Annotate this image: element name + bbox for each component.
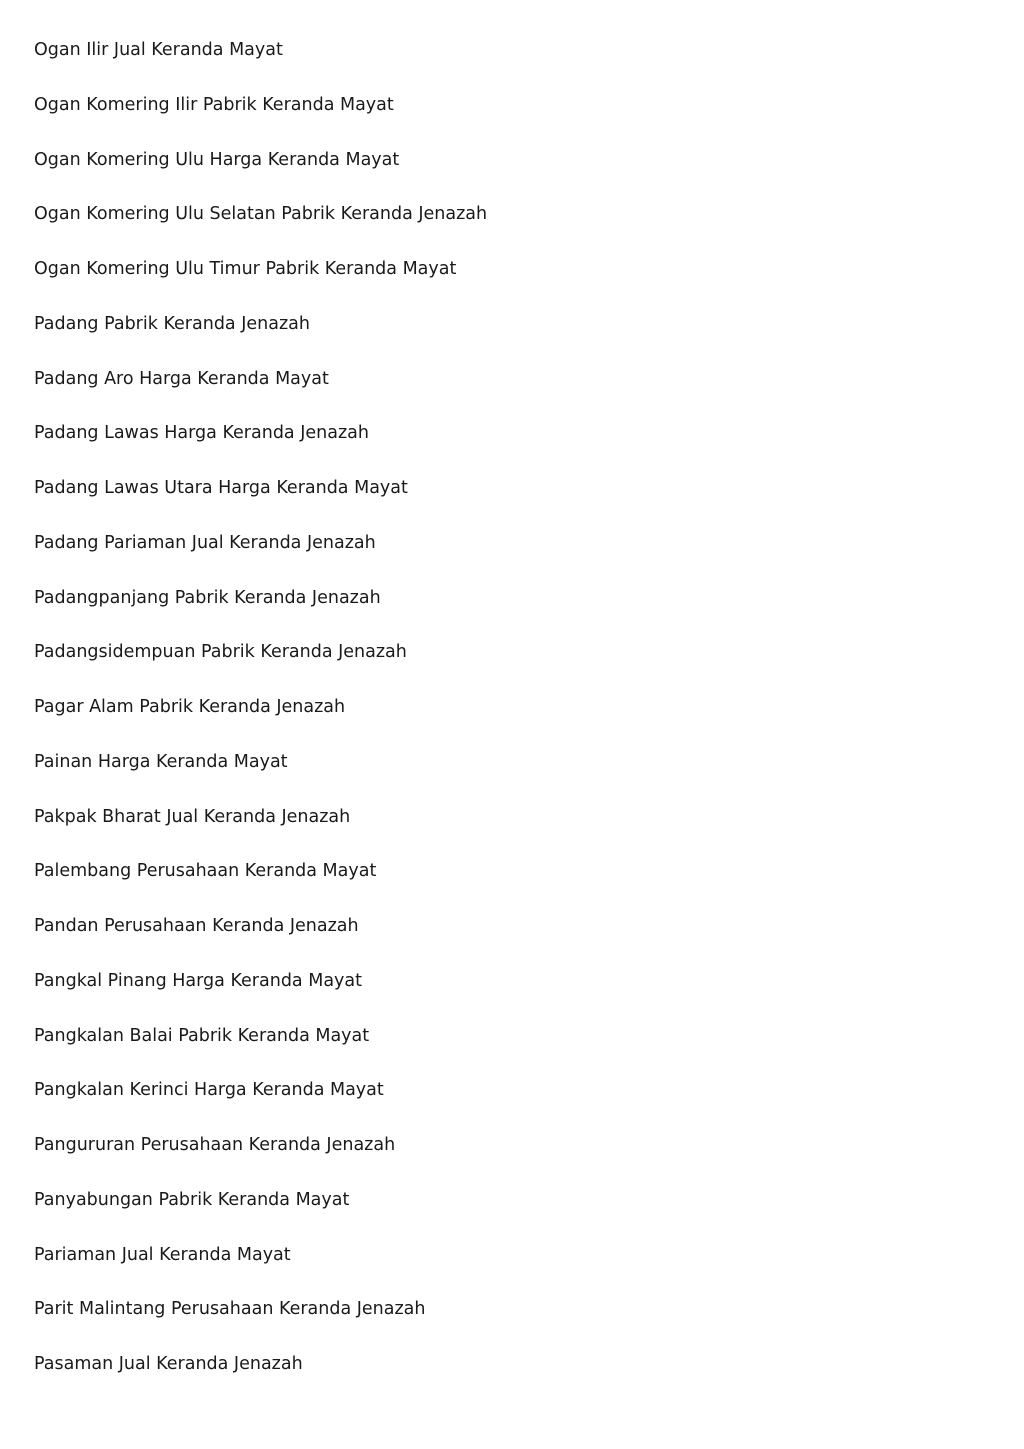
list-link[interactable]: Parit Malintang Perusahaan Keranda Jenazah bbox=[34, 1299, 426, 1320]
list-item bbox=[34, 639, 1024, 694]
list-link[interactable]: Ogan Ilir Jual Keranda Mayat bbox=[34, 40, 283, 60]
list-item bbox=[34, 749, 1024, 804]
list-item bbox=[34, 694, 1024, 749]
list-item bbox=[34, 968, 1024, 1023]
list-item bbox=[34, 1023, 1024, 1078]
list-item bbox=[34, 147, 1024, 202]
list-link[interactable]: Palembang Perusahaan Keranda Mayat bbox=[34, 861, 377, 882]
list-item bbox=[34, 804, 1024, 859]
list-link[interactable]: Ogan Komering Ulu Timur Pabrik Keranda Mayat bbox=[34, 259, 457, 279]
list-item bbox=[34, 366, 1024, 421]
list-item bbox=[34, 1132, 1024, 1187]
list-item bbox=[34, 530, 1024, 585]
list-link[interactable]: Ogan Komering Ilir Pabrik Keranda Mayat bbox=[34, 94, 394, 115]
list-item bbox=[34, 1077, 1024, 1132]
list-link[interactable]: Pangururan Perusahaan Keranda Jenazah bbox=[34, 1135, 396, 1155]
list-link[interactable]: Padang Aro Harga Keranda Mayat bbox=[34, 368, 329, 389]
list-item bbox=[34, 420, 1024, 475]
list-item bbox=[34, 858, 1024, 913]
list-link[interactable]: Padang Pabrik Keranda Jenazah bbox=[34, 313, 310, 334]
list-link[interactable]: Pariaman Jual Keranda Mayat bbox=[34, 1244, 291, 1265]
list-link[interactable]: Padangpanjang Pabrik Keranda Jenazah bbox=[34, 587, 381, 608]
list-item bbox=[34, 201, 1024, 256]
list-link[interactable]: Padang Pariaman Jual Keranda Jenazah bbox=[34, 532, 376, 553]
list-item bbox=[34, 475, 1024, 530]
list-item bbox=[34, 585, 1024, 640]
list-link[interactable]: Pakpak Bharat Jual Keranda Jenazah bbox=[34, 806, 351, 827]
list-item bbox=[34, 37, 1024, 92]
list-link[interactable]: Pangkal Pinang Harga Keranda Mayat bbox=[34, 970, 362, 991]
list-link[interactable]: Ogan Komering Ulu Selatan Pabrik Keranda Jenazah bbox=[34, 204, 488, 225]
list-link[interactable]: Pasaman Jual Keranda Jenazah bbox=[34, 1354, 303, 1374]
list-item bbox=[34, 92, 1024, 147]
list-link[interactable]: Pandan Perusahaan Keranda Jenazah bbox=[34, 916, 359, 936]
list-item bbox=[34, 1187, 1024, 1242]
link-list bbox=[34, 37, 1024, 1406]
list-item bbox=[34, 1351, 1024, 1406]
list-link[interactable]: Painan Harga Keranda Mayat bbox=[34, 751, 288, 772]
list-link[interactable]: Padangsidempuan Pabrik Keranda Jenazah bbox=[34, 642, 407, 663]
list-item bbox=[34, 256, 1024, 311]
list-link[interactable]: Panyabungan Pabrik Keranda Mayat bbox=[34, 1189, 350, 1210]
list-item bbox=[34, 1242, 1024, 1297]
list-item bbox=[34, 1296, 1024, 1351]
list-link[interactable]: Pangkalan Balai Pabrik Keranda Mayat bbox=[34, 1025, 370, 1046]
list-link[interactable]: Ogan Komering Ulu Harga Keranda Mayat bbox=[34, 149, 400, 170]
list-link[interactable]: Pagar Alam Pabrik Keranda Jenazah bbox=[34, 697, 346, 717]
list-link[interactable]: Pangkalan Kerinci Harga Keranda Mayat bbox=[34, 1080, 384, 1101]
list-link[interactable]: Padang Lawas Harga Keranda Jenazah bbox=[34, 423, 369, 444]
list-item bbox=[34, 913, 1024, 968]
list-link[interactable]: Padang Lawas Utara Harga Keranda Mayat bbox=[34, 478, 408, 498]
list-item bbox=[34, 311, 1024, 366]
